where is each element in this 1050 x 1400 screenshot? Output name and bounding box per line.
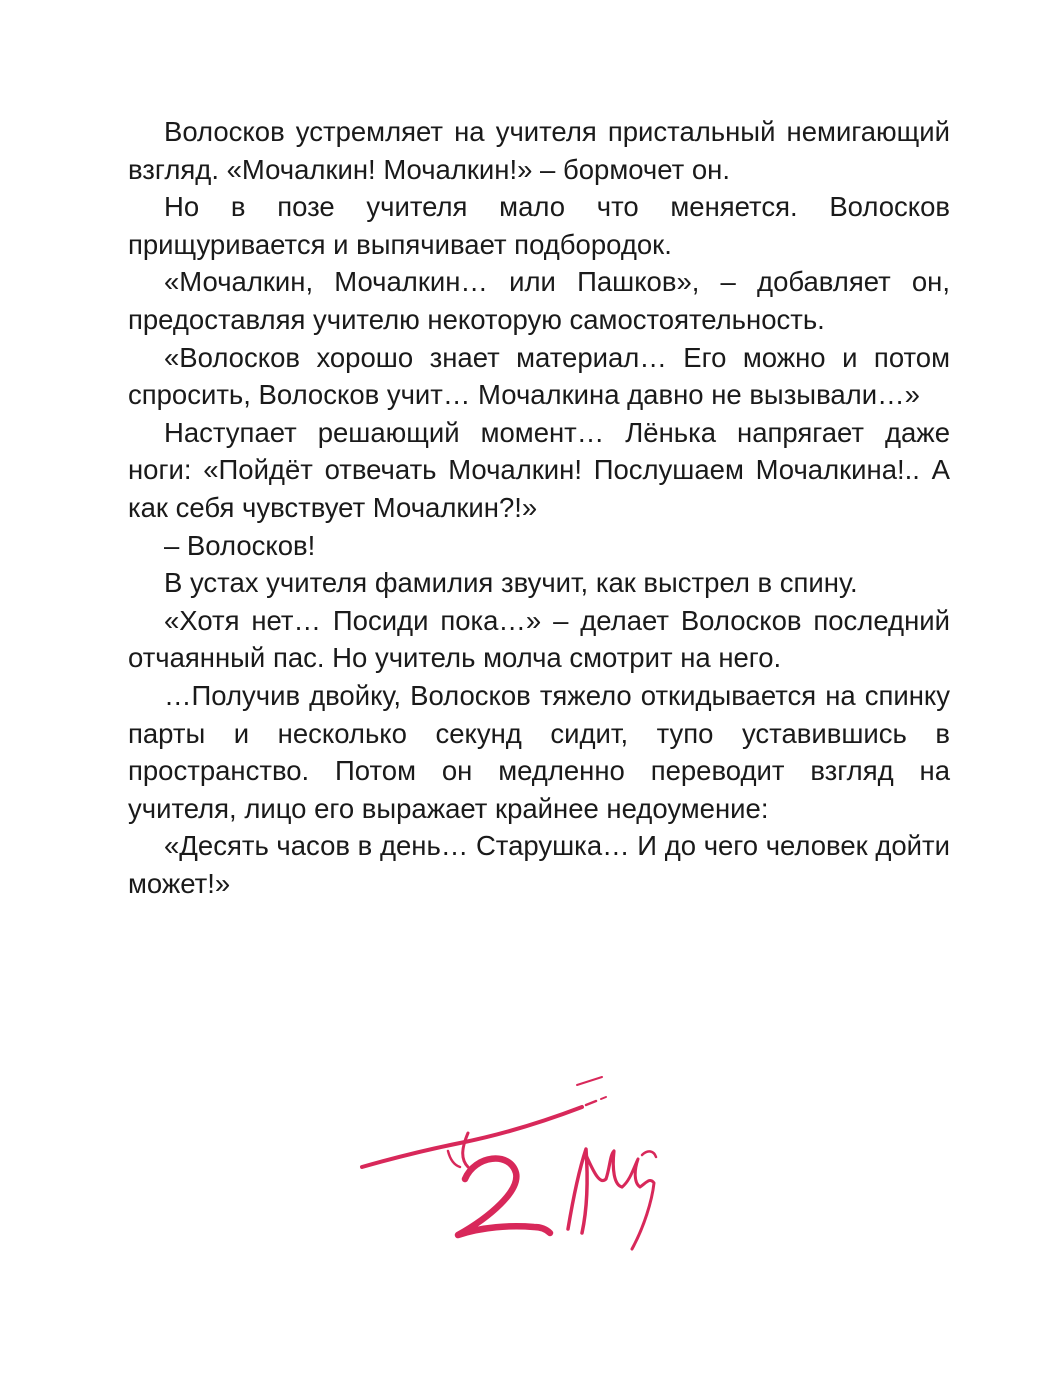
paragraph-3: «Мочалкин, Мочалкин… или Пашков», – добавляет он, предоставляя учителю некоторую самостоятельность. <box>128 266 950 335</box>
paragraph-10: «Десять часов в день… Старушка… И до чего человек дойти может!» <box>128 830 950 899</box>
grade-mark-illustration <box>350 1055 680 1270</box>
paragraph-6: – Волосков! <box>164 529 316 561</box>
paragraph-1: Волосков устремляет на учителя пристальный немигающий взгляд. «Мочалкин! Мочалкин!» – бормочет он. <box>128 116 950 185</box>
paragraph-8: «Хотя нет… Посиди пока…» – делает Волосков последний отчаянный пас. Но учитель молча смотрит на него. <box>128 604 950 674</box>
paragraph-2: Но в позе учителя мало что меняется. Волосков прищуривается и выпячивает подбородок. <box>128 191 950 260</box>
paragraph-7: В устах учителя фамилия звучит, как выстрел в спину. <box>164 567 858 599</box>
paragraph-4: «Волосков хорошо знает материал… Его можно и потом спросить, Волосков учит… Мочалкина давно не вызывали…» <box>128 341 950 411</box>
paragraph-5: Наступает решающий момент… Лёнька напрягает даже ноги: «Пойдёт отвечать Мочалкин! Послушаем Мочалкина!.. А как себя чувствует Мочалкин?!» <box>128 416 950 523</box>
paragraph-9: …Получив двойку, Волосков тяжело откидывается на спинку парты и несколько секунд сидит, тупо уставившись в пространство. Потом он медленно переводит взгляд на учителя, лицо его выражает крайнее недоумение: <box>128 679 950 824</box>
grade-two-with-signature <box>350 1055 680 1270</box>
story-text <box>128 113 950 902</box>
